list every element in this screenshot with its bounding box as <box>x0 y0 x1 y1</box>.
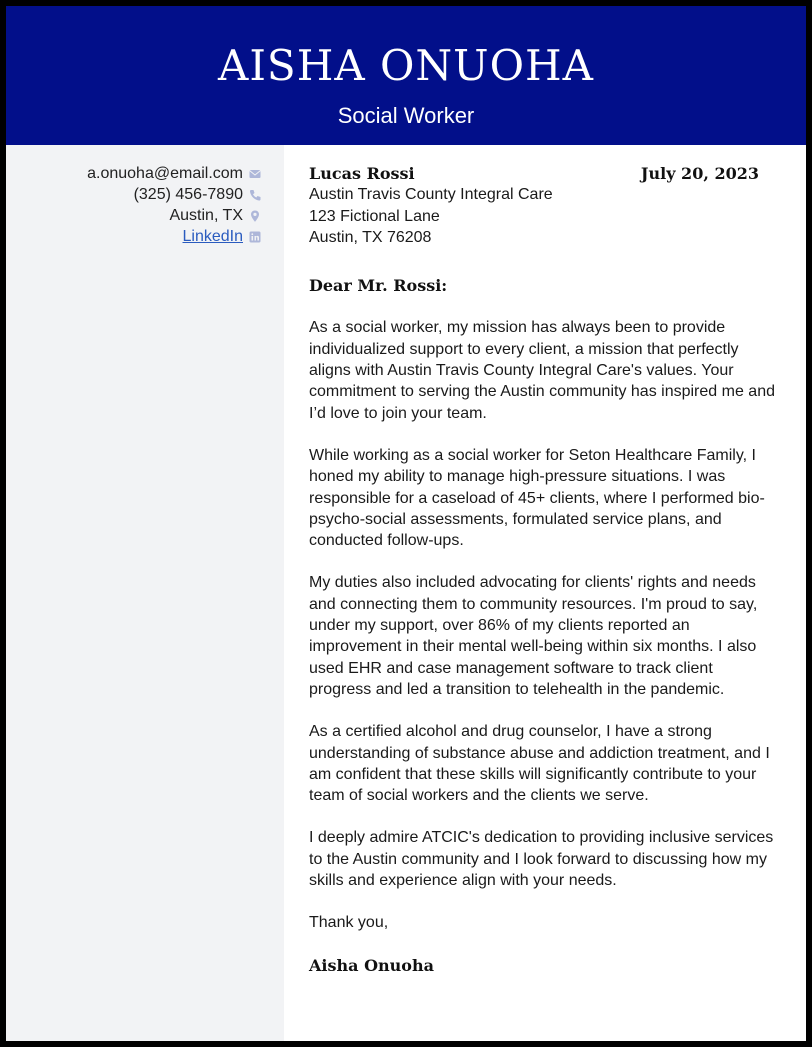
phone-icon <box>248 188 262 202</box>
closing: Thank you, <box>309 914 389 932</box>
location-text: Austin, TX <box>169 207 243 224</box>
recipient-organization: Austin Travis County Integral Care <box>309 186 553 204</box>
letter-date: July 20, 2023 <box>640 164 759 183</box>
paragraph: I deeply admire ATCIC's dedication to providing inclusive services to the Austin community and I look forward to discussing how my skills and experience align with your needs. <box>309 829 774 890</box>
applicant-name: AISHA ONUOHA <box>218 41 594 90</box>
contact-linkedin <box>87 226 262 247</box>
letter-body <box>309 163 779 976</box>
contact-sidebar <box>6 145 284 1041</box>
paragraph: As a certified alcohol and drug counselor, I have a strong understanding of substance abuse and addiction treatment, and I am confident that these skills will significantly contribute to your team of social workers and the clients we serve. <box>309 723 770 805</box>
paragraph: My duties also included advocating for clients' rights and needs and connecting them to community resources. I'm proud to say, under my support, over 86% of my clients reported an improvement in their mental well-being within six months. I also used EHR and case management software to track client progress and led a transition to telehealth in the pandemic. <box>309 574 758 698</box>
contact-email <box>87 163 262 184</box>
map-pin-icon <box>248 209 262 223</box>
job-title: Social Worker <box>337 103 475 128</box>
linkedin-icon <box>248 230 262 244</box>
contact-location <box>87 205 262 226</box>
phone-text: (325) 456-7890 <box>133 186 243 203</box>
recipient-street: 123 Fictional Lane <box>309 207 440 225</box>
contact-list <box>87 163 262 247</box>
envelope-icon <box>248 167 262 181</box>
salutation: Dear Mr. Rossi: <box>309 276 448 296</box>
recipient-city: Austin, TX 76208 <box>309 228 432 246</box>
email-text: a.onuoha@email.com <box>87 165 243 182</box>
cover-letter-page <box>6 6 806 1041</box>
signature-name: Aisha Onuoha <box>309 955 434 975</box>
contact-phone <box>87 184 262 205</box>
header-banner <box>6 6 806 145</box>
linkedin-link[interactable]: LinkedIn <box>182 228 243 245</box>
paragraph: As a social worker, my mission has always been to provide individualized support to every client, a mission that perfectly aligns with Austin Travis County Integral Care's values. Your commitment to serving the Austin community has inspired me and I’d love to join your team. <box>309 319 775 422</box>
recipient-header <box>309 163 779 184</box>
paragraph: While working as a social worker for Seton Healthcare Family, I honed my ability to manage high-pressure situations. I was responsible for a caseload of 45+ clients, where I performed bio-psycho-social assessments, formulated service plans, and conducted follow-ups. <box>309 446 765 550</box>
recipient-name: Lucas Rossi <box>309 164 415 183</box>
